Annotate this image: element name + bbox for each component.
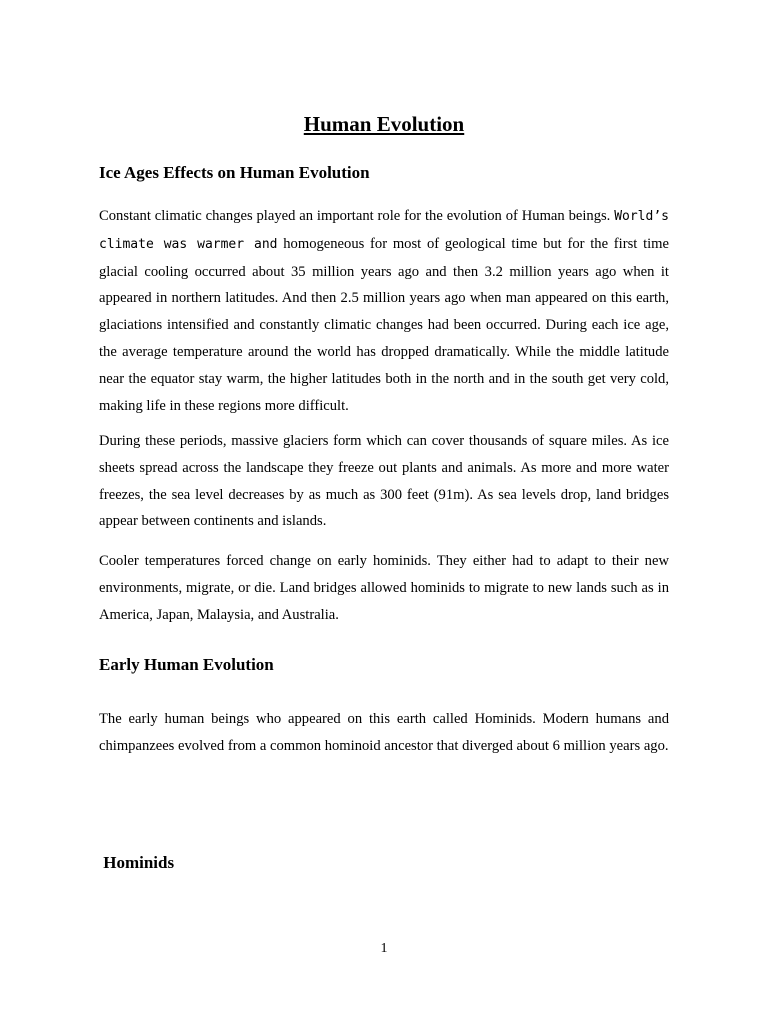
paragraph-hominids-intro: The early human beings who appeared on this earth called Hominids. Modern humans and chimpanzees evolved from a common hominoid ancestor that diverged about 6 million years ago. <box>99 711 669 754</box>
section-heading-early-human: Early Human Evolution <box>99 655 274 674</box>
section-heading-ice-ages: Ice Ages Effects on Human Evolution <box>99 163 370 182</box>
paragraph-climatic-changes-lead: Constant climatic changes played an important role for the evolution of Human beings. <box>99 208 615 224</box>
document-title: Human Evolution <box>303 112 465 136</box>
section-heading-hominids: Hominids <box>99 853 175 872</box>
paragraph-glaciers: During these periods, massive glaciers form which can cover thousands of square miles. As ice sheets spread across the landscape they freeze out plants and animals. As more and more water freezes, the sea level decreases by as much as 300 feet (91m). As sea levels drop, land bridges appear between continents and islands. <box>99 433 669 530</box>
paragraph-climatic-changes-mono: World’s climate was warmer and <box>99 209 669 252</box>
page-number: 1 <box>380 941 388 956</box>
paragraph-climatic-changes-tail: homogeneous for most of geological time but for the first time glacial cooling occurred about 35 million years ago and then 3.2 million years ago when it appeared in northern latitudes. And then 2.5 million years ago when man appeared on this earth, glaciations intensified and constantly climatic changes had been occurred. During each ice age, the average temperature around the world has dropped dramatically. While the middle latitude near the equator stay warm, the higher latitudes both in the north and in the south get very cold, making life in these regions more difficult. <box>99 235 670 414</box>
paragraph-cooler-temperatures: Cooler temperatures forced change on early hominids. They either had to adapt to their new environments, migrate, or die. Land bridges allowed hominids to migrate to new lands such as in America, Japan, Malaysia, and Australia. <box>99 553 669 623</box>
paragraph-climatic-changes <box>99 203 669 419</box>
